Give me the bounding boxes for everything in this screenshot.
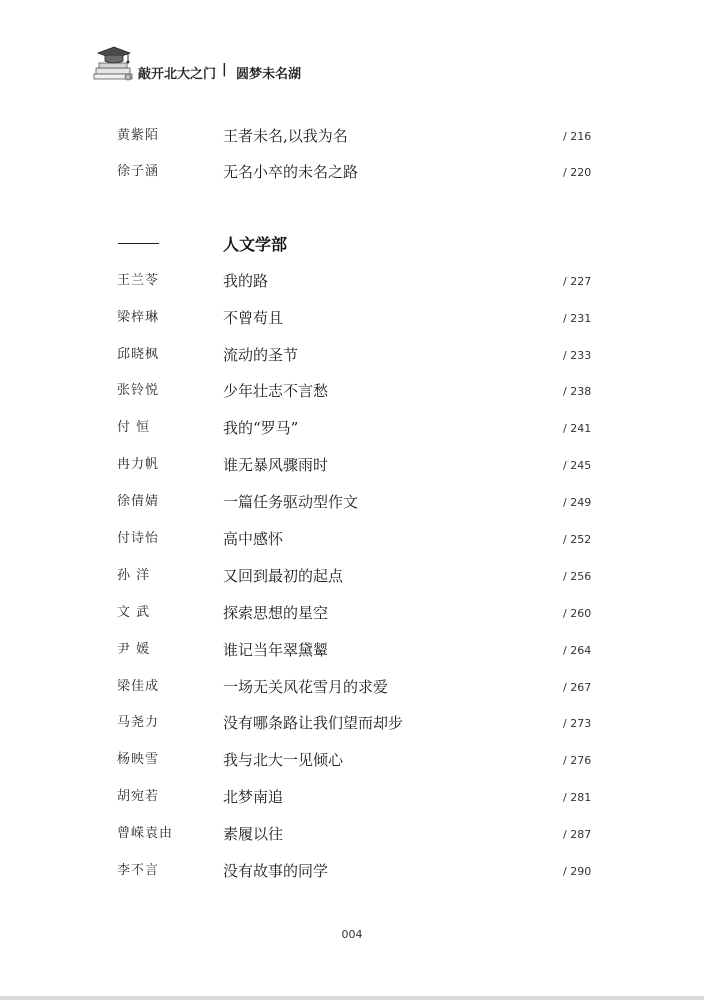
toc-entry[interactable] — [0, 529, 704, 551]
entry-page: / 260 — [563, 607, 592, 620]
entry-author: 王兰苓 — [117, 273, 160, 288]
entry-author: 张铃悦 — [117, 383, 160, 398]
graduation-cap-books-icon — [92, 44, 136, 82]
entry-page: / 231 — [563, 312, 592, 325]
entry-author: 梁梓琳 — [117, 310, 160, 325]
toc-entry[interactable] — [0, 603, 704, 625]
entry-title: 没有故事的同学 — [223, 862, 329, 880]
toc-entry[interactable] — [0, 271, 704, 293]
entry-title: 没有哪条路让我们望而却步 — [223, 714, 404, 732]
section-divider-line — [118, 243, 159, 244]
toc-entry[interactable] — [0, 566, 704, 588]
entry-author: 徐子涵 — [117, 164, 160, 179]
entry-title: 高中感怀 — [223, 530, 284, 548]
entry-page: / 233 — [563, 349, 592, 362]
entry-title: 我的路 — [223, 272, 269, 290]
entry-title: 素履以往 — [223, 825, 284, 843]
toc-entry[interactable] — [0, 418, 704, 440]
entry-author: 曾嵘袁由 — [117, 826, 174, 841]
entry-author: 冉力帆 — [117, 457, 160, 472]
toc-entry[interactable] — [0, 345, 704, 367]
entry-page: / 249 — [563, 496, 592, 509]
entry-title: 不曾苟且 — [223, 309, 284, 327]
entry-page: / 276 — [563, 754, 592, 767]
entry-title: 少年壮志不言愁 — [223, 382, 329, 400]
entry-title: 我与北大一见倾心 — [223, 751, 344, 769]
toc-entry[interactable] — [0, 713, 704, 735]
entry-page: / 273 — [563, 717, 592, 730]
entry-title: 北梦南追 — [223, 788, 284, 806]
entry-author: 付诗怡 — [117, 531, 160, 546]
entry-author: 尹 媛 — [117, 642, 151, 657]
entry-title: 谁无暴风骤雨时 — [223, 456, 329, 474]
entry-author: 胡宛若 — [117, 789, 160, 804]
header-separator: | — [222, 62, 227, 77]
entry-title: 王者未名,以我为名 — [223, 127, 348, 145]
entry-author: 文 武 — [117, 605, 151, 620]
entry-title: 一场无关风花雪月的求爱 — [223, 678, 389, 696]
entry-page: / 220 — [563, 166, 592, 179]
entry-title: 谁记当年翠黛颦 — [223, 641, 329, 659]
toc-entry[interactable] — [0, 750, 704, 772]
entry-author: 马尧力 — [117, 715, 160, 730]
entry-page: / 227 — [563, 275, 592, 288]
entry-page: / 216 — [563, 130, 592, 143]
toc-entry[interactable] — [0, 126, 704, 148]
entry-author: 杨映雪 — [117, 752, 160, 767]
entry-author: 邱晓枫 — [117, 347, 160, 362]
entry-title: 又回到最初的起点 — [223, 567, 344, 585]
entry-page: / 256 — [563, 570, 592, 583]
entry-page: / 264 — [563, 644, 592, 657]
footer-page-number: 004 — [341, 928, 363, 941]
entry-page: / 245 — [563, 459, 592, 472]
toc-entry[interactable] — [0, 381, 704, 403]
entry-title: 探索思想的星空 — [223, 604, 329, 622]
toc-entry[interactable] — [0, 455, 704, 477]
entry-author: 徐倩婧 — [117, 494, 160, 509]
toc-entry[interactable] — [0, 861, 704, 883]
entry-title: 无名小卒的未名之路 — [223, 163, 359, 181]
entry-page: / 290 — [563, 865, 592, 878]
entry-page: / 238 — [563, 385, 592, 398]
entry-author: 付 恒 — [117, 420, 151, 435]
section-title: 人文学部 — [223, 235, 288, 254]
toc-entry[interactable] — [0, 308, 704, 330]
entry-title: 流动的圣节 — [223, 346, 299, 364]
book-subtitle: 圆梦未名湖 — [236, 67, 302, 82]
entry-title: 一篇任务驱动型作文 — [223, 493, 359, 511]
book-title: 敲开北大之门 — [138, 67, 217, 82]
entry-author: 李不言 — [117, 863, 160, 878]
entry-author: 梁佳成 — [117, 679, 160, 694]
toc-entry[interactable] — [0, 492, 704, 514]
running-header — [92, 44, 612, 84]
entry-page: / 267 — [563, 681, 592, 694]
entry-page: / 281 — [563, 791, 592, 804]
entry-author: 黄紫陌 — [117, 128, 160, 143]
toc-entry[interactable] — [0, 824, 704, 846]
entry-title: 我的“罗马” — [223, 419, 299, 437]
bottom-edge-bar — [0, 996, 704, 1000]
entry-page: / 241 — [563, 422, 592, 435]
entry-author: 孙 洋 — [117, 568, 151, 583]
entry-page: / 252 — [563, 533, 592, 546]
entry-page: / 287 — [563, 828, 592, 841]
toc-entry[interactable] — [0, 787, 704, 809]
toc-entry[interactable] — [0, 677, 704, 699]
toc-entry[interactable] — [0, 640, 704, 662]
toc-entry[interactable] — [0, 162, 704, 184]
